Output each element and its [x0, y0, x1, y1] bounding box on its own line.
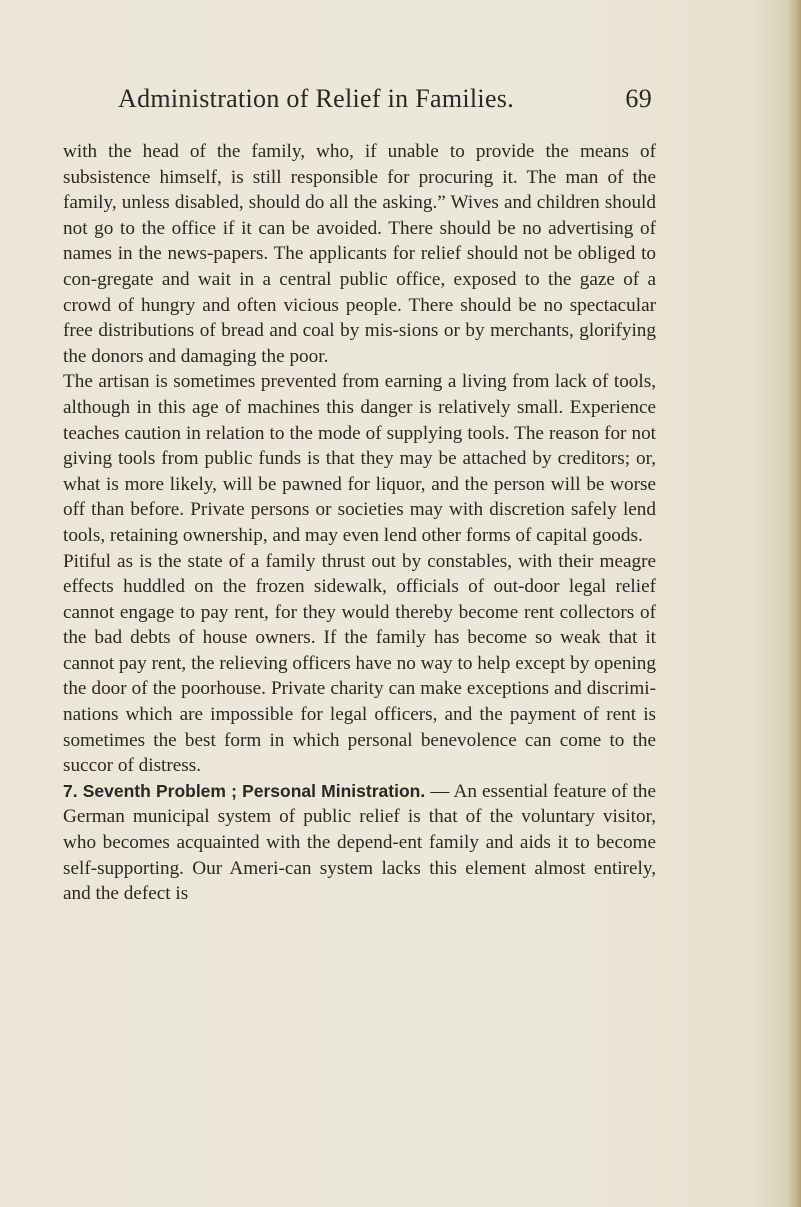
body-text	[63, 139, 656, 907]
running-header	[118, 84, 652, 124]
page-number: 69	[625, 84, 652, 113]
paragraph-1: with the head of the family, who, if unable to provide the means of subsistence himself, is still responsible for procuring it. The man of the family, unless disabled, should do all the asking.” Wives and children should not go to the office if it can be avoided. There should be no advertising of names in the news-papers. The applicants for relief should not be obliged to con-gregate and wait in a central public office, exposed to the gaze of a crowd of hungry and often vicious people. There should be no spectacular free distributions of bread and coal by mis-sions or by merchants, glorifying the donors and damaging the poor.	[63, 141, 656, 367]
page-edge-shading	[787, 0, 801, 1207]
running-title: Administration of Relief in Families.	[118, 84, 514, 113]
paragraph-4-text: — An essential feature of the German municipal system of public relief is that of the voluntary visitor, who becomes acquainted with the depend-ent family and aids it to become self-supporting. Our Ameri-can system lacks this element almost entirely, and the defect is	[63, 780, 657, 905]
paragraph-2: The artisan is sometimes prevented from earning a living from lack of tools, although in this age of machines this danger is relatively small. Experience teaches caution in relation to the mode of supplying tools. The reason for not giving tools from public funds is that they may be attached by creditors; or, what is more likely, will be pawned for liquor, and the person will be worse off than before. Private persons or societies may with discretion safely lend tools, retaining ownership, and may even lend other forms of capital goods.	[63, 371, 656, 546]
paragraph-4	[63, 779, 656, 907]
section-heading: 7. Seventh Problem ; Personal Ministration.	[63, 780, 426, 801]
paragraph-3: Pitiful as is the state of a family thrust out by constables, with their meagre effects huddled on the frozen sidewalk, officials of out-door legal relief cannot engage to pay rent, for they would thereby become rent collectors of the bad debts of house owners. If the family has become so weak that it cannot pay rent, the relieving officers have no way to help except by opening the door of the poorhouse. Private charity can make exceptions and discrimi-nations which are impossible for legal officers, and the payment of rent is sometimes the best form in which personal benevolence can come to the succor of distress.	[63, 550, 656, 777]
